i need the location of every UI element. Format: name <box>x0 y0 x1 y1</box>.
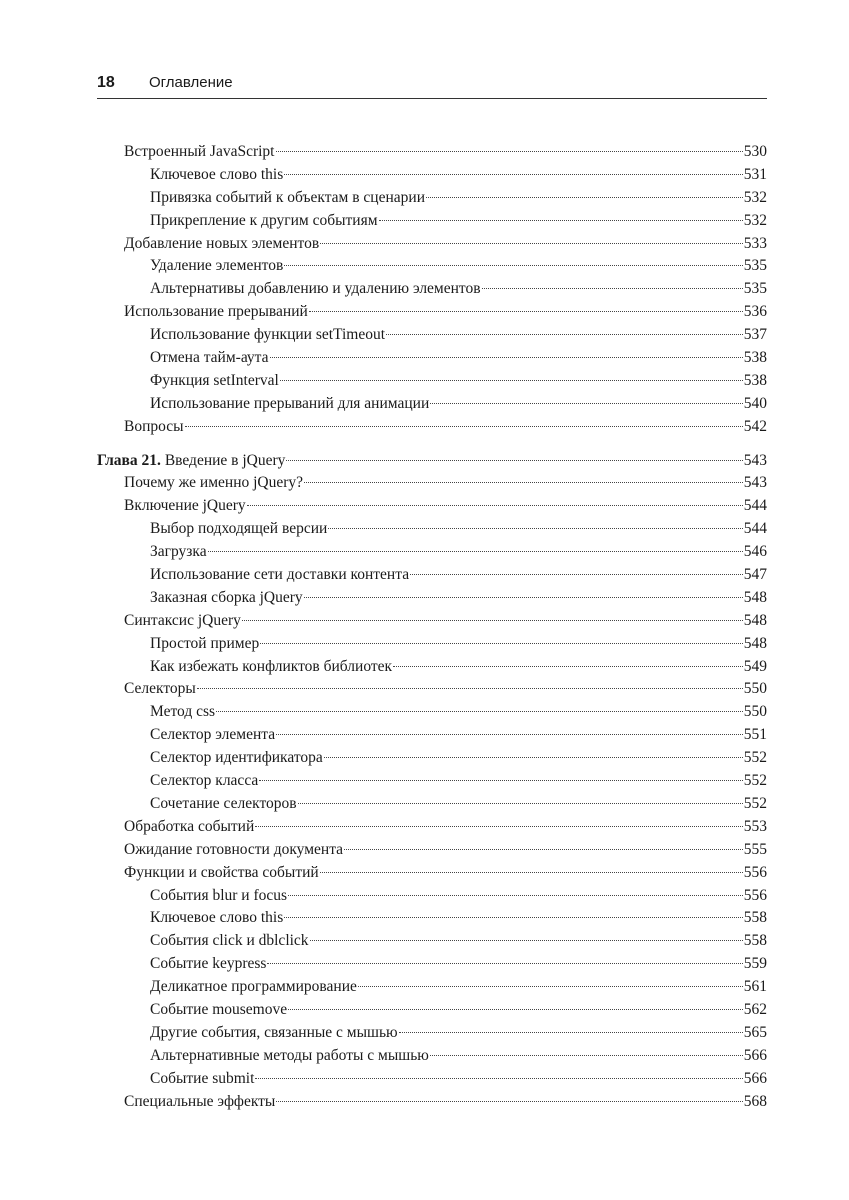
dot-leader <box>430 403 743 404</box>
toc-entry-title <box>124 862 319 885</box>
toc-block <box>97 141 767 439</box>
toc-entry[interactable] <box>97 1022 767 1045</box>
toc-entry-title <box>150 393 429 416</box>
toc-page-number: 535 <box>743 257 767 275</box>
dot-leader <box>208 551 743 552</box>
toc-page-number: 547 <box>743 566 767 584</box>
toc-entry-title <box>124 610 241 633</box>
toc-entry[interactable] <box>97 416 767 439</box>
entry-title-text: События blur и focus <box>150 886 288 904</box>
toc-page-number: 550 <box>743 680 767 698</box>
toc-entry[interactable] <box>97 393 767 416</box>
dot-leader <box>286 460 742 461</box>
toc-page-number: 538 <box>743 371 767 389</box>
toc-page-number: 548 <box>743 611 767 629</box>
table-of-contents <box>97 141 767 1113</box>
dot-leader <box>288 1009 743 1010</box>
toc-page-number: 552 <box>743 772 767 790</box>
entry-title-text: Встроенный JavaScript <box>124 143 275 160</box>
toc-entry-title <box>150 930 309 953</box>
toc-entry[interactable] <box>97 701 767 724</box>
toc-entry-title <box>150 885 287 908</box>
toc-entry[interactable] <box>97 633 767 656</box>
entry-title-text: Простой пример <box>150 634 260 652</box>
toc-entry[interactable] <box>97 370 767 393</box>
toc-page-number: 538 <box>743 349 767 367</box>
dot-leader <box>280 380 743 381</box>
toc-page-number: 530 <box>743 143 767 160</box>
toc-entry-title <box>150 347 269 370</box>
dot-leader <box>255 826 742 827</box>
page-number: 18 <box>97 74 115 91</box>
dot-leader <box>242 620 743 621</box>
toc-entry[interactable] <box>97 564 767 587</box>
toc-entry[interactable] <box>97 278 767 301</box>
toc-entry-title <box>150 656 392 679</box>
dot-leader <box>255 1078 742 1079</box>
toc-entry-title <box>150 210 378 233</box>
dot-leader <box>386 334 743 335</box>
toc-entry-title <box>150 1022 398 1045</box>
dot-leader <box>410 574 743 575</box>
entry-title-text: Удаление элементов <box>150 257 284 275</box>
dot-leader <box>304 597 743 598</box>
toc-entry[interactable] <box>97 678 767 701</box>
entry-title-text: Ключевое слово this <box>150 909 284 927</box>
entry-title-text: Селектор элемента <box>150 726 276 744</box>
toc-entry-title <box>150 793 297 816</box>
dot-leader <box>267 963 742 964</box>
toc-page-number: 555 <box>743 840 767 858</box>
dot-leader <box>270 357 743 358</box>
toc-entry[interactable] <box>97 1045 767 1068</box>
toc-page-number: 551 <box>743 726 767 744</box>
toc-entry[interactable] <box>97 541 767 564</box>
toc-entry[interactable] <box>97 656 767 679</box>
toc-entry[interactable] <box>97 770 767 793</box>
toc-entry-title <box>150 255 283 278</box>
toc-page-number: 549 <box>743 657 767 675</box>
toc-entry-title <box>150 278 481 301</box>
toc-page-number: 559 <box>743 955 767 973</box>
entry-title-text: Альтернативные методы работы с мышью <box>150 1046 429 1064</box>
entry-title-text: Селектор класса <box>150 772 259 790</box>
running-title: Оглавление <box>149 74 233 91</box>
toc-entry[interactable] <box>97 301 767 324</box>
entry-title-text: События click и dblclick <box>150 932 309 950</box>
dot-leader <box>320 243 743 244</box>
entry-title-text: Почему же именно jQuery? <box>124 474 304 492</box>
dot-leader <box>304 482 743 483</box>
entry-title-text: Функции и свойства событий <box>124 863 319 881</box>
toc-page-number: 553 <box>743 817 767 835</box>
entry-title-text: Вопросы <box>124 417 184 435</box>
toc-page-number: 532 <box>743 188 767 206</box>
toc-entry[interactable] <box>97 472 767 495</box>
entry-title-text: Ключевое слово this <box>150 165 284 183</box>
toc-entry-title <box>124 416 184 439</box>
entry-title-text: Альтернативы добавлению и удалению элементов <box>150 280 481 298</box>
toc-page-number: 537 <box>743 326 767 344</box>
toc-entry-title <box>150 747 323 770</box>
entry-title-text: Использование прерываний для анимации <box>150 394 430 412</box>
toc-entry-title <box>124 233 319 256</box>
toc-entry-title <box>150 541 207 564</box>
toc-entry-title <box>124 839 343 862</box>
toc-page-number: 552 <box>743 794 767 812</box>
toc-page-number: 568 <box>743 1092 767 1110</box>
toc-entry[interactable] <box>97 347 767 370</box>
toc-page-number: 550 <box>743 703 767 721</box>
toc-page-number: 543 <box>743 474 767 492</box>
dot-leader <box>197 688 743 689</box>
toc-entry[interactable] <box>97 210 767 233</box>
dot-leader <box>309 311 743 312</box>
entry-title-text: Использование прерываний <box>124 303 308 321</box>
entry-title-text: Событие keypress <box>150 955 267 973</box>
toc-entry[interactable] <box>97 164 767 187</box>
chapter-number: Глава 21. <box>97 451 161 469</box>
entry-title-text: Сочетание селекторов <box>150 794 297 812</box>
toc-entry-title <box>124 1091 275 1114</box>
toc-entry-title <box>150 633 259 656</box>
entry-title-text: Другие события, связанные с мышью <box>150 1023 398 1041</box>
dot-leader <box>288 895 743 896</box>
dot-leader <box>260 643 743 644</box>
toc-entry[interactable] <box>97 816 767 839</box>
entry-title-text: Как избежать конфликтов библиотек <box>150 657 393 675</box>
dot-leader <box>482 288 743 289</box>
toc-entry[interactable] <box>97 839 767 862</box>
entry-title-text: Включение jQuery <box>124 497 246 515</box>
entry-title-text: Прикрепление к другим событиям <box>150 211 378 229</box>
toc-entry-title <box>124 678 196 701</box>
dot-leader <box>426 197 743 198</box>
toc-page-number: 532 <box>743 211 767 229</box>
toc-entry[interactable] <box>97 999 767 1022</box>
entry-title-text: Введение в jQuery <box>164 451 286 469</box>
entry-title-text: Селектор идентификатора <box>150 749 323 767</box>
entry-title-text: Использование сети доставки контента <box>150 566 410 584</box>
dot-leader <box>276 734 743 735</box>
entry-title-text: Заказная сборка jQuery <box>150 588 303 606</box>
entry-title-text: Ожидание готовности документа <box>124 840 344 858</box>
dot-leader <box>358 986 743 987</box>
toc-entry[interactable] <box>97 324 767 347</box>
toc-entry-title <box>124 816 254 839</box>
toc-entry[interactable] <box>97 747 767 770</box>
dot-leader <box>247 505 743 506</box>
entry-title-text: Специальные эффекты <box>124 1092 276 1110</box>
toc-entry[interactable] <box>97 976 767 999</box>
toc-page-number: 531 <box>743 165 767 183</box>
toc-page-number: 548 <box>743 588 767 606</box>
toc-entry[interactable] <box>97 1091 767 1114</box>
dot-leader <box>324 757 743 758</box>
page-header <box>97 72 767 99</box>
toc-page-number: 548 <box>743 634 767 652</box>
toc-entry-title <box>150 1045 429 1068</box>
toc-entry-title <box>150 953 266 976</box>
entry-title-text: Обработка событий <box>124 817 255 835</box>
entry-title-text: Выбор подходящей версии <box>150 520 328 538</box>
dot-leader <box>320 872 743 873</box>
toc-page-number: 565 <box>743 1023 767 1041</box>
toc-page-number: 544 <box>743 497 767 515</box>
entry-title-text: Функция setInterval <box>150 371 279 389</box>
entry-title-text: Загрузка <box>150 543 207 561</box>
toc-entry-title <box>124 141 275 164</box>
toc-entry[interactable] <box>97 610 767 633</box>
toc-page-number: 533 <box>743 234 767 252</box>
dot-leader <box>328 528 742 529</box>
dot-leader <box>344 849 743 850</box>
entry-title-text: Деликатное программирование <box>150 978 357 996</box>
toc-page-number: 566 <box>743 1069 767 1087</box>
dot-leader <box>216 711 743 712</box>
entry-title-text: Событие mousemove <box>150 1000 288 1018</box>
toc-entry[interactable] <box>97 587 767 610</box>
toc-entry-title <box>124 301 308 324</box>
toc-entry-title <box>150 518 327 541</box>
dot-leader <box>284 265 742 266</box>
toc-page-number: 540 <box>743 394 767 412</box>
entry-title-text: Метод css <box>150 703 216 721</box>
toc-entry-title <box>150 587 303 610</box>
toc-entry[interactable] <box>97 187 767 210</box>
toc-page-number: 562 <box>743 1000 767 1018</box>
dot-leader <box>276 1101 742 1102</box>
toc-entry-title <box>150 999 287 1022</box>
toc-entry-title <box>150 187 425 210</box>
toc-page-number: 536 <box>743 303 767 321</box>
toc-entry-title <box>150 164 283 187</box>
toc-entry-title <box>124 472 303 495</box>
toc-page-number: 543 <box>743 451 767 469</box>
dot-leader <box>393 666 743 667</box>
toc-entry-title <box>150 564 409 587</box>
entry-title-text: Добавление новых элементов <box>124 234 320 252</box>
toc-entry[interactable] <box>97 495 767 518</box>
toc-entry-title <box>150 701 215 724</box>
dot-leader <box>298 803 743 804</box>
toc-page-number: 566 <box>743 1046 767 1064</box>
entry-title-text: Синтаксис jQuery <box>124 611 241 629</box>
toc-entry-title <box>97 450 285 473</box>
toc-entry-title <box>150 976 357 999</box>
toc-entry[interactable] <box>97 724 767 747</box>
toc-page-number: 558 <box>743 909 767 927</box>
toc-entry-title <box>150 907 283 930</box>
toc-page-number: 556 <box>743 863 767 881</box>
toc-entry[interactable] <box>97 930 767 953</box>
dot-leader <box>310 940 743 941</box>
entry-title-text: Отмена тайм-аута <box>150 349 269 367</box>
toc-page-number: 546 <box>743 543 767 561</box>
dot-leader <box>276 151 743 152</box>
toc-page-number: 558 <box>743 932 767 950</box>
toc-entry-title <box>150 324 385 347</box>
toc-entry[interactable] <box>97 907 767 930</box>
entry-title-text: Событие submit <box>150 1069 255 1087</box>
toc-entry[interactable] <box>97 862 767 885</box>
toc-entry[interactable] <box>97 255 767 278</box>
dot-leader <box>430 1055 743 1056</box>
toc-page-number: 542 <box>743 417 767 435</box>
toc-entry-title <box>150 770 258 793</box>
toc-entry-title <box>150 370 279 393</box>
toc-entry[interactable] <box>97 1068 767 1091</box>
toc-entry[interactable] <box>97 233 767 256</box>
entry-title-text: Привязка событий к объектам в сценарии <box>150 188 425 206</box>
toc-entry[interactable] <box>97 885 767 908</box>
dot-leader <box>284 917 743 918</box>
toc-page-number: 552 <box>743 749 767 767</box>
dot-leader <box>379 220 743 221</box>
toc-entry[interactable] <box>97 141 767 164</box>
toc-page-number: 561 <box>743 978 767 996</box>
toc-entry[interactable] <box>97 518 767 541</box>
toc-block <box>97 450 767 1114</box>
entry-title-text: Использование функции setTimeout <box>150 326 386 344</box>
toc-entry[interactable] <box>97 793 767 816</box>
dot-leader <box>284 174 743 175</box>
toc-chapter-entry[interactable] <box>97 450 767 473</box>
entry-title-text: Селекторы <box>124 680 196 698</box>
toc-entry-title <box>150 1068 254 1091</box>
dot-leader <box>399 1032 743 1033</box>
toc-page-number: 556 <box>743 886 767 904</box>
toc-page-number: 544 <box>743 520 767 538</box>
toc-page-number: 535 <box>743 280 767 298</box>
toc-entry-title <box>124 495 246 518</box>
dot-leader <box>259 780 742 781</box>
dot-leader <box>185 426 743 427</box>
toc-entry[interactable] <box>97 953 767 976</box>
toc-entry-title <box>150 724 275 747</box>
